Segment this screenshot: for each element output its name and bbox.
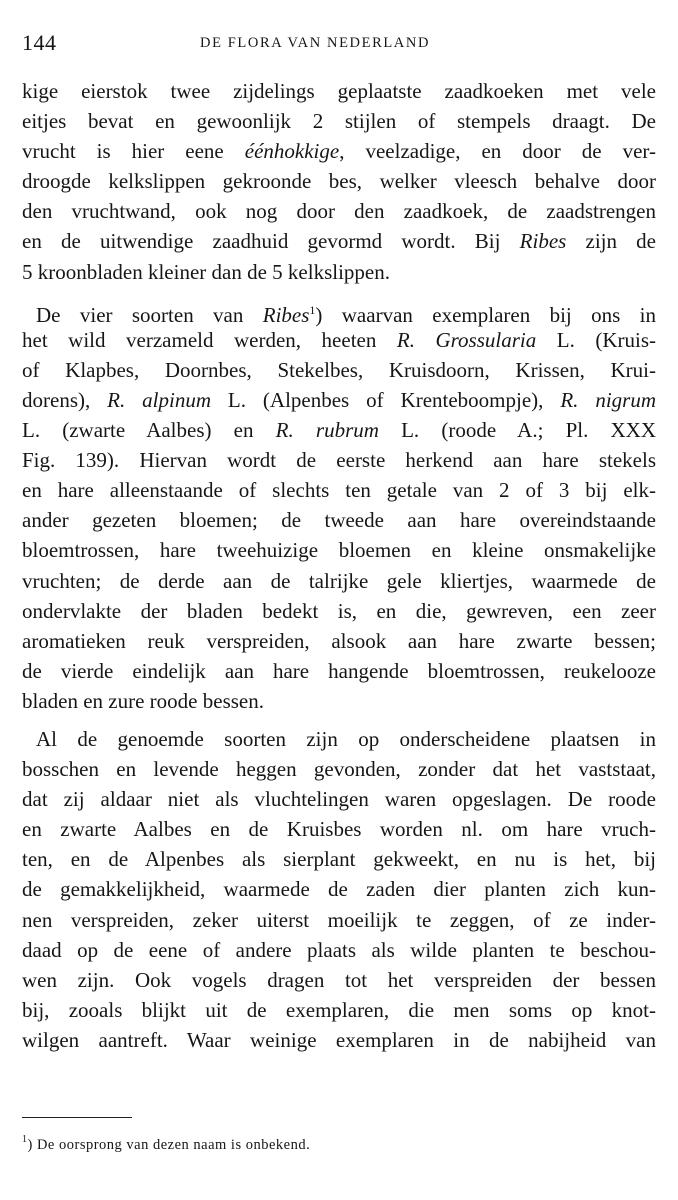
- species-name: R. rubrum: [275, 418, 379, 443]
- text-line: bloemtrossen, hare tweehuizige bloemen en kleine onsmakelijke: [22, 538, 656, 563]
- text-line: en de uitwendige zaadhuid gevormd wordt. Bij Ribes zijn de: [22, 229, 657, 254]
- footnote: [22, 1134, 310, 1154]
- body-text: [22, 76, 656, 1055]
- text-line: kige eierstok twee zijdelings geplaatste zaadkoeken met vele: [22, 79, 656, 103]
- text-line: L. (zwarte Aalbes) en R. rubrum L. (roode A.; Pl. XXX: [22, 418, 657, 443]
- running-head: DE FLORA VAN NEDERLAND: [200, 35, 431, 51]
- species-name: R. alpinum: [107, 387, 211, 412]
- text-line: dorens), R. alpinum L. (Alpenbes of Krenteboompje), R. nigrum: [22, 387, 657, 412]
- text-line: of Klapbes, Doornbes, Stekelbes, Kruisdoorn, Krissen, Krui-: [22, 357, 656, 382]
- footnote-marker: 1: [22, 1134, 28, 1145]
- text-line: vrucht is hier eene éénhokkige, veelzadige, en door de ver-: [22, 139, 656, 164]
- species-name: R. Grossularia: [396, 327, 537, 352]
- text-line: en zwarte Aalbes en de Kruisbes worden nl. om hare vruch-: [22, 817, 656, 842]
- footnote-divider: [22, 1117, 132, 1118]
- paragraph-1: [22, 76, 656, 287]
- text-line: daad op de eene of andere plaats als wilde planten te beschou-: [22, 937, 656, 962]
- text-line: vruchten; de derde aan de talrijke gele kliertjes, waarmede de: [22, 568, 656, 593]
- page-header: [22, 30, 648, 60]
- text-line: nen verspreiden, zeker uiterst moeilijk te zeggen, of ze inder-: [22, 907, 656, 932]
- text-line: 5 kroonbladen kleiner dan de 5 kelkslippen.: [22, 259, 390, 284]
- text-line: dat zij aldaar niet als vluchtelingen waren opgeslagen. De roode: [22, 787, 656, 812]
- text-line: ander gezeten bloemen; de tweede aan hare overeindstaande: [22, 508, 656, 533]
- text-line: den vruchtwand, ook nog door den zaadkoek, de zaadstrengen: [22, 199, 656, 224]
- genus-name: Ribes: [519, 229, 567, 254]
- text-line: Fig. 139). Hiervan wordt de eerste herkend aan hare stekels: [22, 448, 656, 473]
- page-number: 144: [22, 30, 57, 55]
- text-line: bladen en zure roode bessen.: [22, 688, 264, 713]
- paragraph-2: [22, 295, 656, 716]
- text-line: bosschen en levende heggen gevonden, zonder dat het vaststaat,: [22, 757, 656, 782]
- genus-name: Ribes: [262, 302, 310, 327]
- paragraph-3: [22, 724, 656, 1055]
- text-line: de gemakkelijkheid, waarmede de zaden dier planten zich kun-: [22, 877, 656, 902]
- text-line: De vier soorten van Ribes$^1$) waarvan exemplaren bij ons in: [36, 302, 656, 327]
- footnote-reference: 1: [309, 302, 316, 317]
- emphasis: éénhokkige: [244, 139, 340, 164]
- text-line: het wild verzameld werden, heeten R. Grossularia L. (Kruis-: [22, 327, 656, 352]
- species-name: R. nigrum: [560, 387, 657, 412]
- text-line: wen zijn. Ook vogels dragen tot het verspreiden der bessen: [22, 967, 656, 992]
- text-line: en hare alleenstaande of slechts ten getale van 2 of 3 bij elk-: [22, 478, 656, 503]
- text-line: wilgen aantreft. Waar weinige exemplaren in de nabijheid van: [22, 1027, 656, 1052]
- text-line: eitjes bevat en gewoonlijk 2 stijlen of stempels draagt. De: [22, 109, 656, 134]
- footnote-text: ) De oorsprong van dezen naam is onbekend.: [27, 1137, 311, 1153]
- text-line: de vierde eindelijk aan hare hangende bloemtrossen, reukelooze: [22, 658, 656, 683]
- text-line: ten, en de Alpenbes als sierplant gekweekt, en nu is het, bij: [22, 847, 656, 872]
- text-line: aromatieken reuk verspreiden, alsook aan hare zwarte bessen;: [22, 628, 656, 653]
- text-line: Al de genoemde soorten zijn op onderscheidene plaatsen in: [36, 726, 656, 751]
- text-line: bij, zooals blijkt uit de exemplaren, die men soms op knot-: [22, 997, 656, 1022]
- text-line: droogde kelkslippen gekroonde bes, welker vleesch behalve door: [22, 169, 656, 194]
- text-line: ondervlakte der bladen bedekt is, en die, gewreven, een zeer: [22, 598, 656, 623]
